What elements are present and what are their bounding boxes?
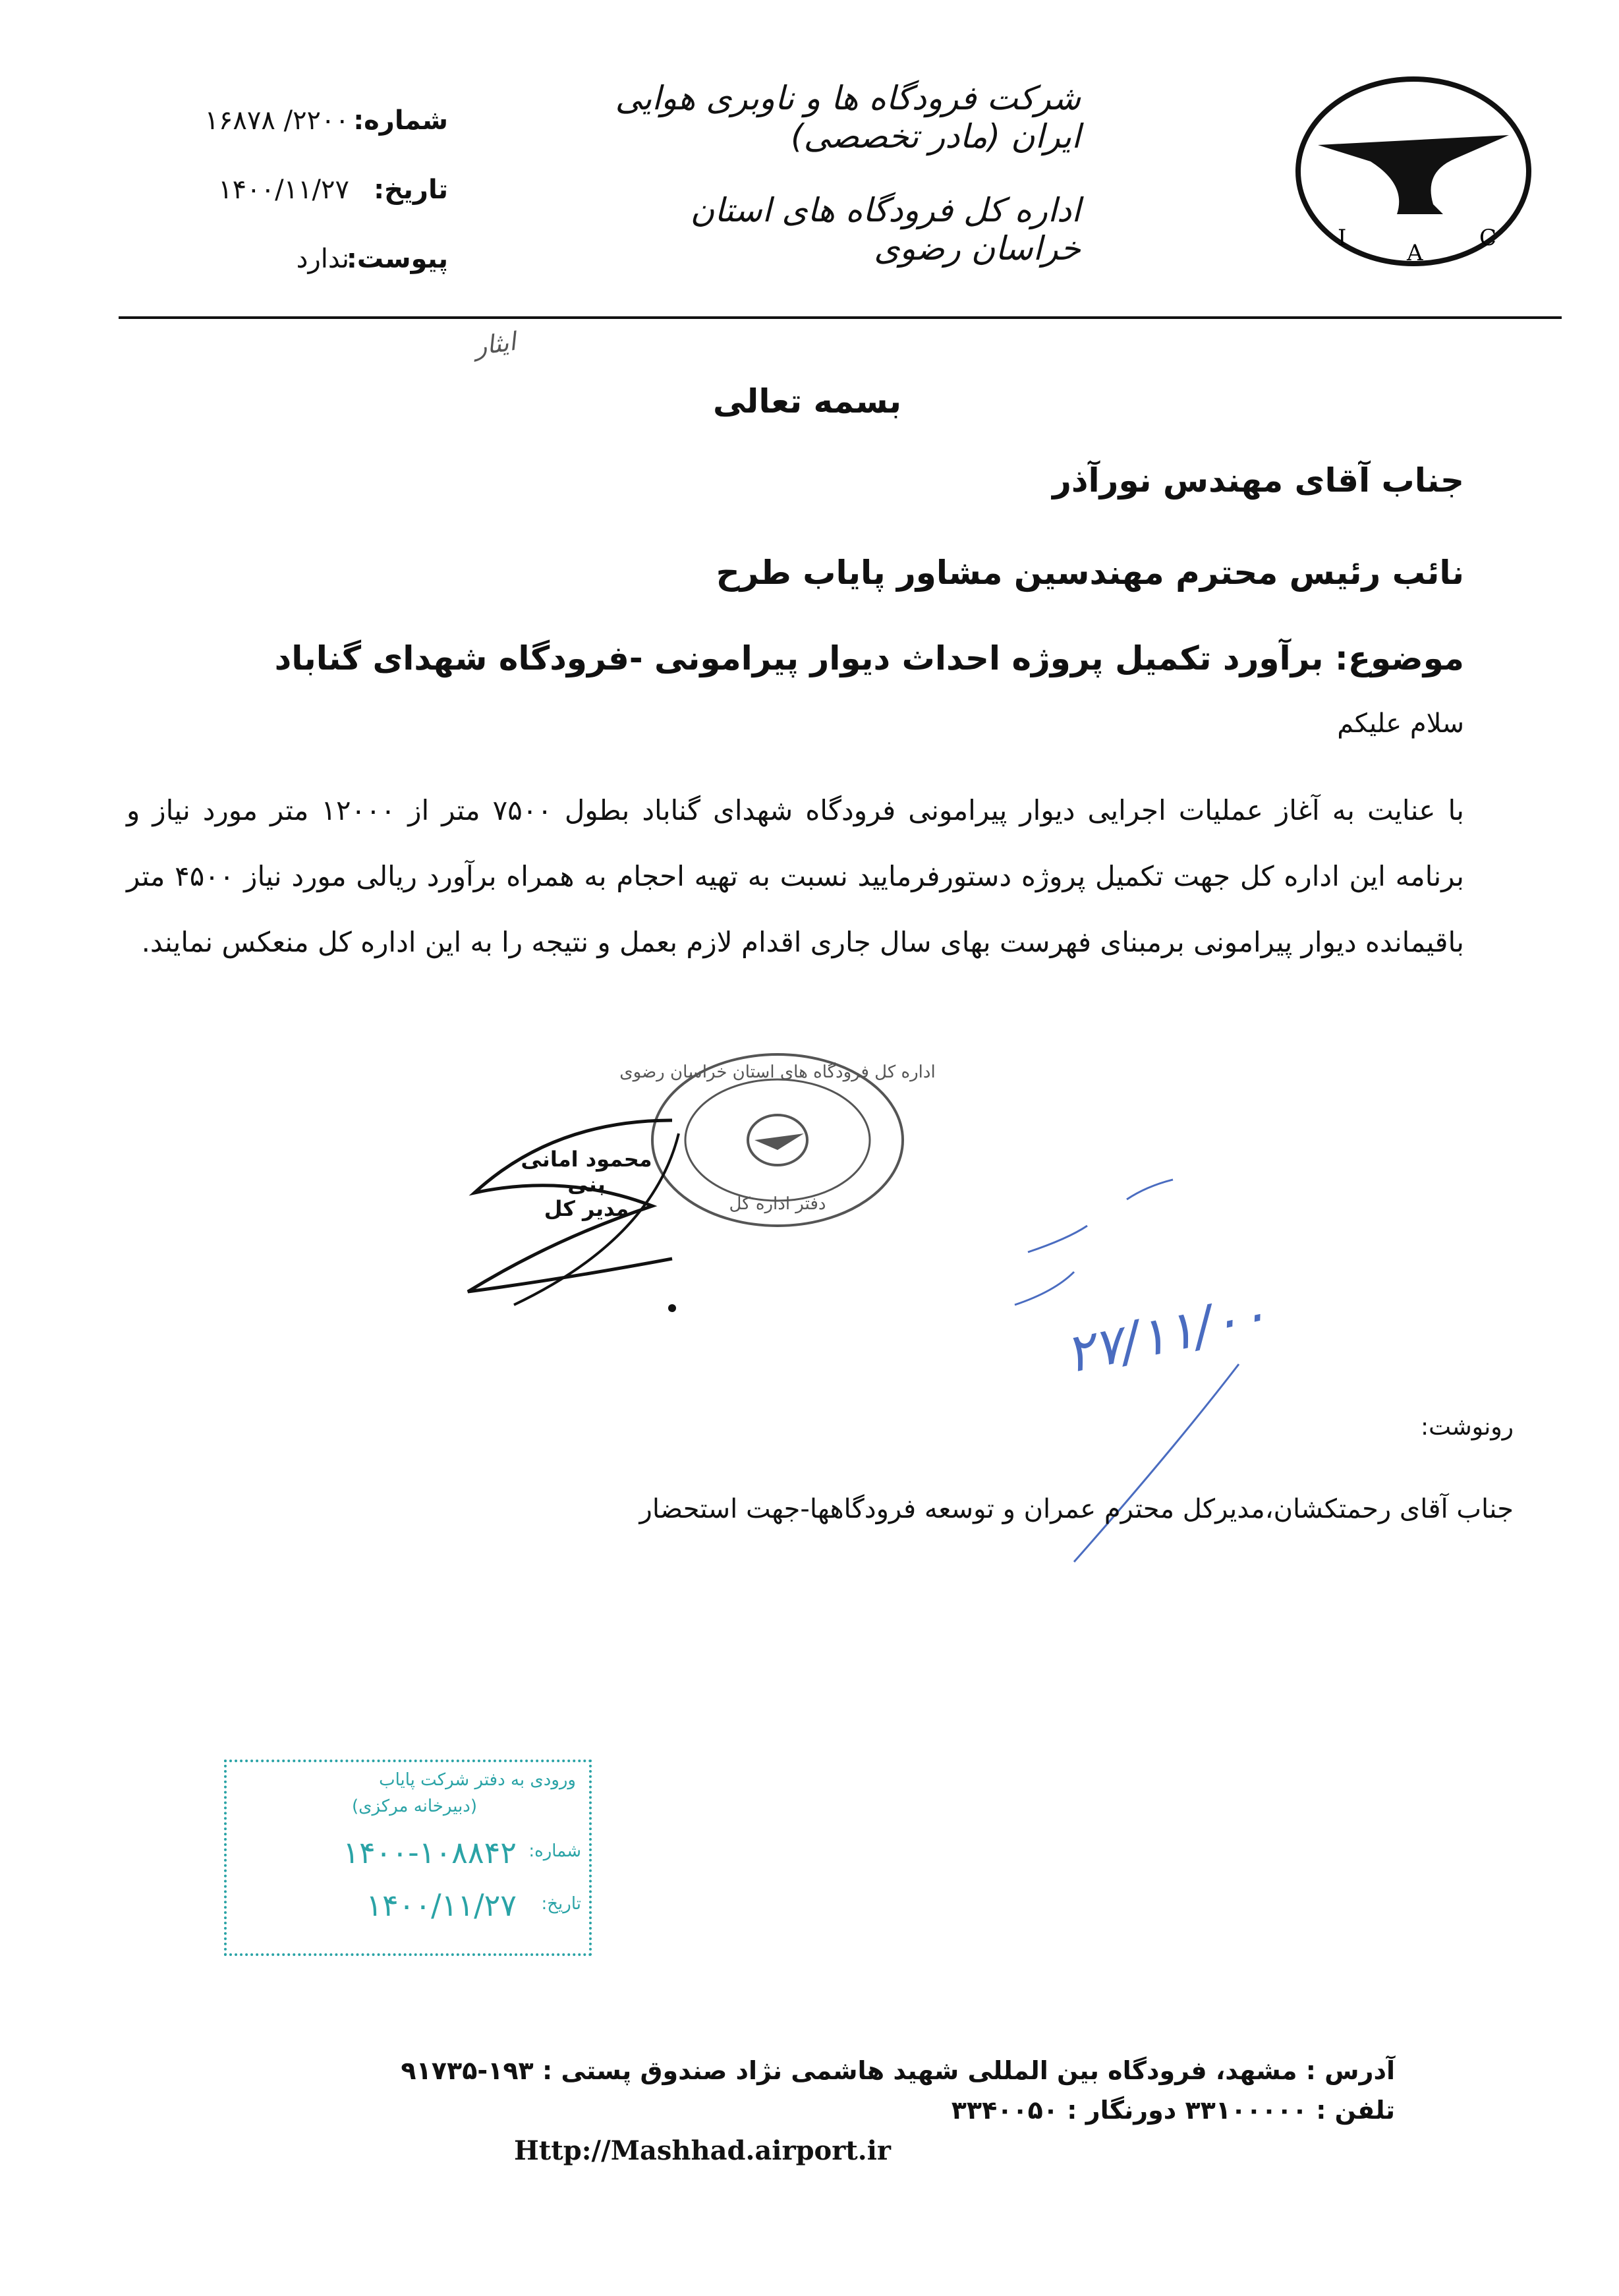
date-label: تاریخ: [374,175,448,205]
attachment-label: پیوست: [346,244,448,274]
stamp-date-value: ۱۴۰۰/۱۱/۲۷ [366,1887,517,1923]
logo-letter-i: I [1338,225,1347,251]
cc-label: رونوشت: [1420,1414,1514,1441]
footer-phone: تلفن : ۳۳۱۰۰۰۰۰ دورنگار : ۳۳۴۰۰۵۰ [951,2096,1395,2125]
org-subtitle: اداره کل فرودگاه های استان خراسان رضوی [690,191,1081,268]
invocation: بسمه تعالی [712,382,902,420]
ink-date: ۲۷/۱۱/۰۰ [1060,1282,1274,1385]
recipient-name: جناب آقای مهندس نورآذر [1052,461,1464,500]
cc-text: جناب آقای رحمتکشان،مدیرکل محترم عمران و توسعه فرودگاهها-جهت استحضار [639,1494,1514,1524]
letter-body: با عنایت به آغاز عملیات اجرایی دیوار پیرامونی فرودگاه شهدای گناباد بطول ۷۵۰۰ متر از ۱۲۰۰۰ متر مورد نیاز و برنامه این اداره کل جهت تکمیل پروژه دستورفرمایید نسبت به تهیه احجام به همراه برآورد ریالی مورد نیاز ۴۵۰۰ متر باقیمانده دیوار پیرامونی برمبنای فهرست بهای سال جاری اقدام لازم بعمل و نتیجه را به این اداره کل منعکس نمایند. [127,794,1464,958]
handwritten-note: ایثار [472,326,518,362]
footer-address: آدرس : مشهد، فرودگاه بین المللی شهید هاشمی نژاد صندوق پستی : ۱۹۳-۹۱۷۳۵ [401,2056,1395,2085]
logo-letter-a: A [1407,240,1423,266]
stamp-title: ورودی به دفتر شرکت پایاب [379,1770,576,1790]
meta-number [171,105,448,152]
number-value: ۲۲۰۰/ ۱۶۸۷۸ [204,105,349,136]
stamp-number-value: ۱۴۰۰-۱۰۸۸۴۲ [343,1835,517,1870]
footer-url[interactable]: Http://Mashhad.airport.ir [514,2135,891,2166]
meta-date [171,175,448,221]
seal-bottom-text: دفتر اداره کل [729,1194,826,1214]
org-title: شرکت فرودگاه ها و ناوبری هوایی ایران (مادر تخصصی) [615,79,1081,156]
seal-text: اداره کل فرودگاه های استان خراسان رضوی [619,1062,936,1082]
incoming-stamp [224,1760,592,1956]
official-seal [619,1054,935,1226]
date-value: ۱۴۰۰/۱۱/۲۷ [218,175,349,205]
stamp-subtitle: (دبیرخانه مرکزی) [351,1796,478,1816]
signatory-title: مدیر کل [544,1196,629,1221]
attachment-value: ندارد [296,244,349,274]
logo-letter-c: C [1479,225,1497,251]
number-label: شماره: [353,105,448,136]
stamp-date-label: تاریخ: [541,1894,581,1914]
recipient-title: نائب رئیس محترم مهندسین مشاور پایاب طرح [716,554,1464,592]
stamp-number-label: شماره: [528,1841,581,1861]
signatory-name: محمود امانی بنی [521,1147,652,1197]
iac-logo [1292,72,1535,270]
meta-attachment [171,244,448,290]
greeting: سلام علیکم [1337,708,1464,739]
subject-line: موضوع: برآورد تکمیل پروژه احداث دیوار پیرامونی -فرودگاه شهدای گناباد [274,639,1464,677]
header-divider [119,316,1562,319]
